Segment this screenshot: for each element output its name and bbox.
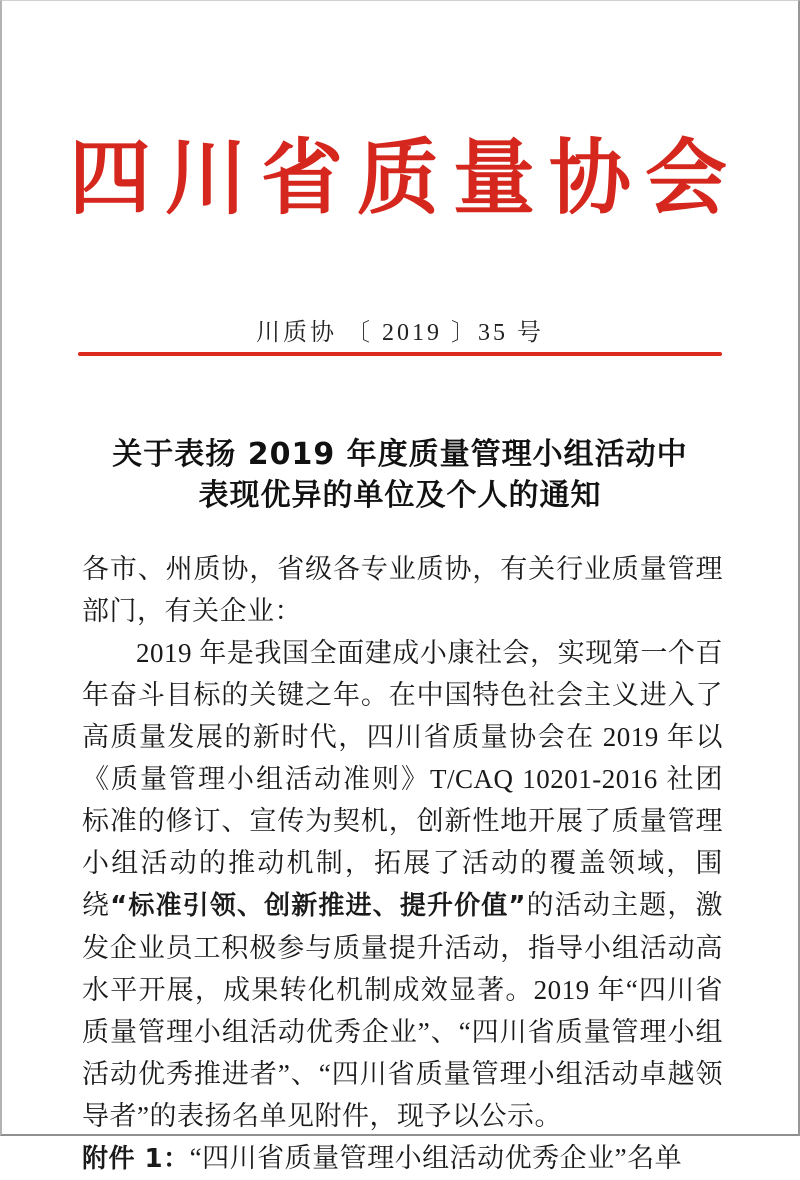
notice-title-line-2: 表现优异的单位及个人的通知 <box>198 478 602 513</box>
letterhead-org-title: 四川省质量协会 <box>68 130 741 226</box>
paragraph-part-2: 的活动主题，激发企业员工积极参与质量提升活动，指导小组活动高水平开展，成果转化机制成效显著。2019 年“四川省质量管理小组活动优秀企业”、“四川省质量管理小组活动优秀推进者”、“四川省质量管理小组活动卓越领导者”的表扬名单见附件，现予以公示。 <box>82 890 724 1131</box>
notice-title <box>2 434 798 516</box>
salutation-line: 各市、州质协，省级各专业质协，有关行业质量管理部门，有关企业： <box>82 554 723 626</box>
attachment-label: 附件 1： <box>82 1144 190 1174</box>
red-header-divider <box>78 352 722 356</box>
notice-title-line-1: 关于表扬 2019 年度质量管理小组活动中 <box>112 437 688 472</box>
paragraph-part-1: 2019 年是我国全面建成小康社会，实现第一个百年奋斗目标的关键之年。在中国特色社会主义进入了高质量发展的新时代，四川省质量协会在 2019 年以《质量管理小组活动准则》T/CAQ 10201-2016 社团标准的修订、宣传为契机，创新性地开展了质量管理小组活动的推动机制，拓展了活动的覆盖领域，围绕 <box>82 638 723 920</box>
main-paragraph <box>82 632 723 1137</box>
activity-theme-bold: “标准引领、创新推进、提升价值” <box>110 891 526 921</box>
document-number: 川质协 〔 2019 〕35 号 <box>256 320 544 346</box>
notice-body <box>82 548 723 1180</box>
attachment-line <box>82 1137 723 1180</box>
attachment-text: “四川省质量管理小组活动优秀企业”名单 <box>189 1143 683 1173</box>
